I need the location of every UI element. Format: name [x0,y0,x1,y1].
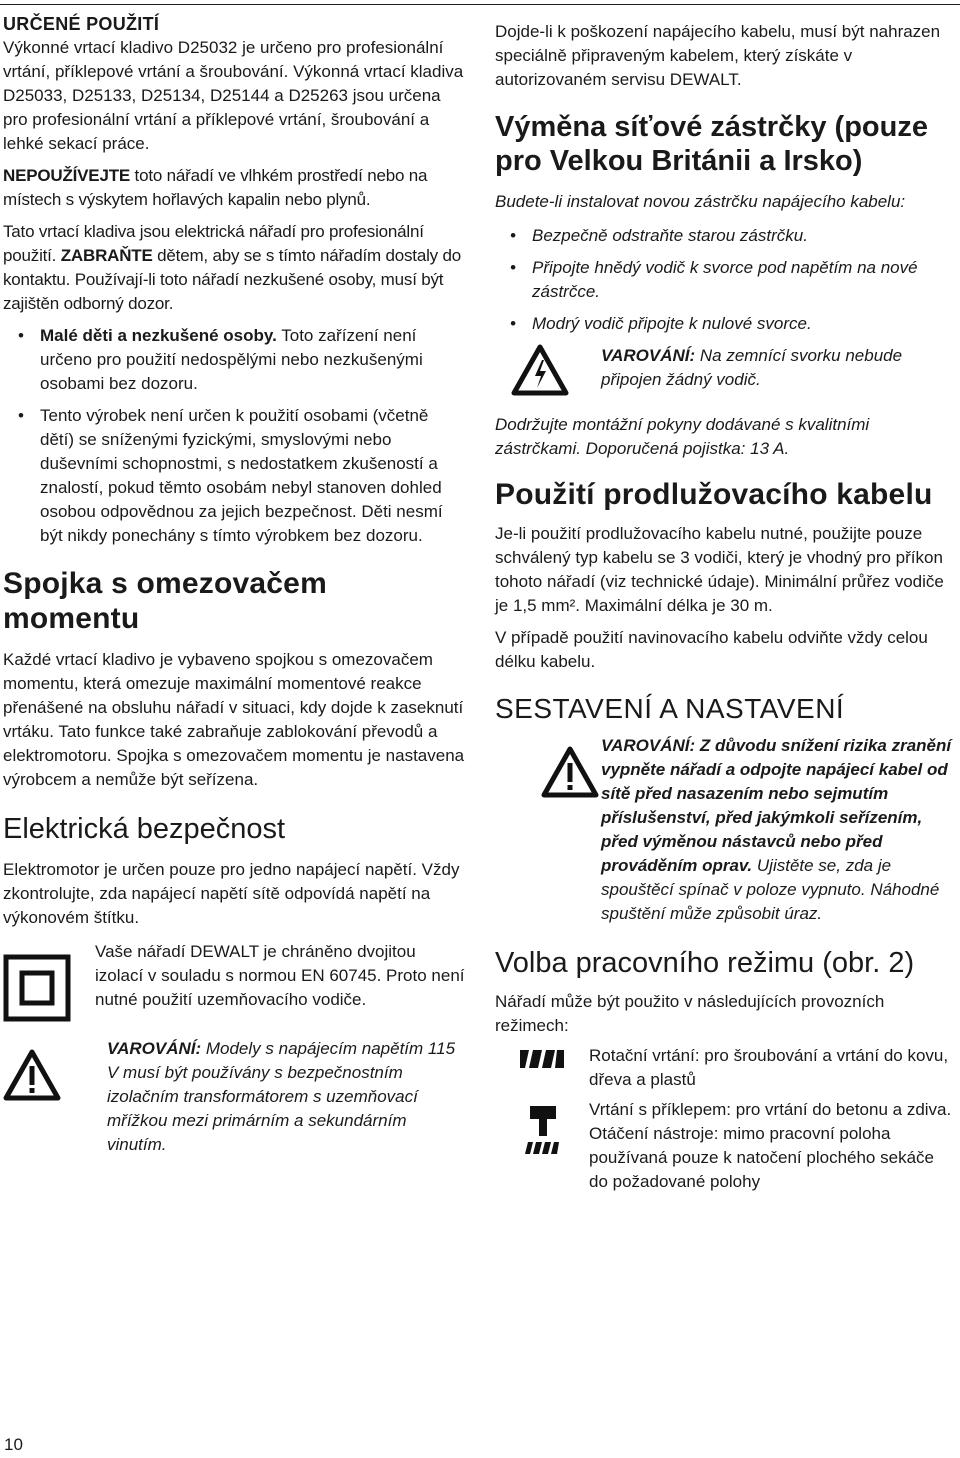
warning-115v-body: Modely s napájecím napětím 115 V musí být používány s bezpečnostním izolačním transformátorem s uzemňovací mřížkou mezi primárním a sekundárním vinutím. [107,1039,456,1154]
list-item: • Bezpečně odstraňte starou zástrčku. [495,224,957,248]
heading-intended-use: URČENÉ POUŽITÍ [3,14,160,34]
professional-bold: ZABRAŇTE [60,246,153,265]
warning-label: VAROVÁNÍ: [601,346,696,365]
children-bullets [3,324,465,548]
donotuse-bold: NEPOUŽÍVEJTE [3,166,131,185]
double-insulation-row [3,940,465,1027]
bullet1-bold: Malé děti a nezkušené osoby. [40,326,277,345]
electric-warning-icon [495,344,601,401]
heading-electrical: Elektrická bezpečnost [3,813,286,845]
warning-triangle-icon [3,1037,107,1106]
plug-intro: Budete-li instalovat novou zástrčku napájecího kabelu: [495,192,906,211]
list-item: • Tento výrobek není určen k použití osobami (včetně dětí) se sníženými fyzickými, smyslovými nebo duševními schopnostmi, s nedostatkem zkušeností a znalostí, pokud těmto osobám nebyl stanoven dohled osobou odpovědnou za jejich bezpečnost. Děti nesmí být nikdy ponechány s tímto výrobkem bez dozoru. [3,404,465,548]
list-item: • Připojte hnědý vodič k svorce pod napětím na nové zástrčce. [495,256,957,304]
page-number: 10 [4,1435,23,1454]
electrical-paragraph: Elektromotor je určen pouze pro jedno napájecí napětí. Vždy zkontrolujte, zda napájecí napětí sítě odpovídá napětí na výkonovém štítku. [3,860,460,927]
left-column [3,12,465,1157]
mode-hammer-text: Vrtání s příklepem: pro vrtání do betonu a zdiva. [589,1100,952,1119]
warning-label: VAROVÁNÍ: [107,1039,202,1058]
assembly-warning-bold: VAROVÁNÍ: Z důvodu snížení rizika zranění vypněte nářadí a odpojte napájecí kabel od sítě před nasazením nebo sejmutím příslušenství, před jakýmkoli seřízením, před výměnou nástavců nebo před prováděním oprav. [601,736,952,875]
plug-follow-paragraph: Dodržujte montážní pokyny dodávané s kvalitními zástrčkami. Doporučená pojistka: 13 A. [495,415,870,458]
assembly-warning-row [495,734,957,926]
professional-text-1: Tato vrtací kladiva jsou elektrická nářadí pro profesionální použití. [3,222,424,265]
bullet1-text: Toto zařízení není určeno pro použití nedospělými nebo nezkušenými osobami bez dozoru. [40,326,423,393]
mode-intro: Nářadí může být použito v následujících provozních režimech: [495,992,885,1035]
mode-list [495,1044,957,1194]
donotuse-paragraph [3,164,465,212]
heading-assembly: SESTAVENÍ A NASTAVENÍ [495,693,845,724]
heading-mode: Volba pracovního režimu (obr. 2) [495,947,915,979]
professional-text-2: dětem, aby se s tímto nářadím dostaly do kontaktu. Používají-li toto nářadí nezkušené osoby, musí být zajištěn odborný dozor. [3,246,461,313]
double-insulation-icon [3,940,95,1027]
heading-plug: Výměna síťové zástrčky (pouze pro Velkou Británii a Irsko) [495,111,928,177]
plug-warning-text [601,344,957,392]
mode-off-text: Otáčení nástroje: mimo pracovní poloha používaná pouze k natočení plochého sekáče do požadované polohy [589,1124,934,1191]
warning-115v-text [107,1037,465,1157]
heading-extension: Použití prodlužovacího kabelu [495,478,933,511]
list-item [3,324,465,396]
clutch-paragraph: Každé vrtací kladivo je vybaveno spojkou s omezovačem momentu, která omezuje maximální momentové reakce přenášené na obsluhu nářadí v situaci, kdy dojde k zaseknutí vrtáku. Tato funkce také zabraňuje zablokování převodů a elektromotoru. Spojka s omezovačem momentu je nastavena výrobcem a nemůže být seřízena. [3,650,465,789]
rotary-drill-icon [495,1044,589,1068]
hammer-drill-icon [495,1098,589,1156]
mode-hammer-row [495,1098,957,1194]
plug-bullets [495,224,957,336]
extension-paragraph-2: V případě použití navinovacího kabelu odviňte vždy celou délku kabelu. [495,628,928,671]
top-rule [0,4,960,5]
warning-triangle-icon [495,734,601,803]
professional-paragraph [3,220,465,316]
extension-paragraph: Je-li použití prodlužovacího kabelu nutné, použijte pouze schválený typ kabelu se 3 vodiči, který je vhodný pro příkon tohoto nářadí (viz technické údaje). Minimální průřez vodiče je 1,5 mm². Maximální délka je 30 m. [495,524,944,615]
mode-rotary-text: Rotační vrtání: pro šroubování a vrtání do kovu, dřeva a plastů [589,1046,949,1089]
right-column [495,20,957,1200]
cable-paragraph: Dojde-li k poškození napájecího kabelu, musí být nahrazen speciálně připraveným kabelem, který získáte v autorizovaném servisu DEWALT. [495,22,941,89]
assembly-warning-body: Ujistěte se, zda je spouštěcí spínač v poloze vypnuto. Náhodné spuštění může způsobit úraz. [601,856,940,923]
mode-hammer-text-group [589,1098,957,1194]
list-item: • Modrý vodič připojte k nulové svorce. [495,312,957,336]
double-insulation-text: Vaše nářadí DEWALT je chráněno dvojitou izolací v souladu s normou EN 60745. Proto není nutné použití uzemňovacího vodiče. [95,942,465,1009]
plug-warning-body: Na zemnící svorku nebude připojen žádný vodič. [601,346,903,389]
donotuse-text: toto nářadí ve vlhkém prostředí nebo na místech s výskytem hořlavých kapalin nebo plynů. [3,166,428,209]
mode-rotary-row [495,1044,957,1092]
assembly-warning-text [601,734,957,926]
warning-115v-row [3,1037,465,1157]
plug-warning-row [495,344,957,401]
heading-clutch: Spojka s omezovačem momentu [3,567,327,635]
intro-paragraph: Výkonné vrtací kladivo D25032 je určeno pro profesionální vrtání, příklepové vrtání a šroubování. Výkonná vrtací kladiva D25033, D25133, D25134, D25144 a D25263 jsou určena pro profesionální vrtání a příklepové vrtání, šroubování a lehké sekací práce. [3,38,464,153]
